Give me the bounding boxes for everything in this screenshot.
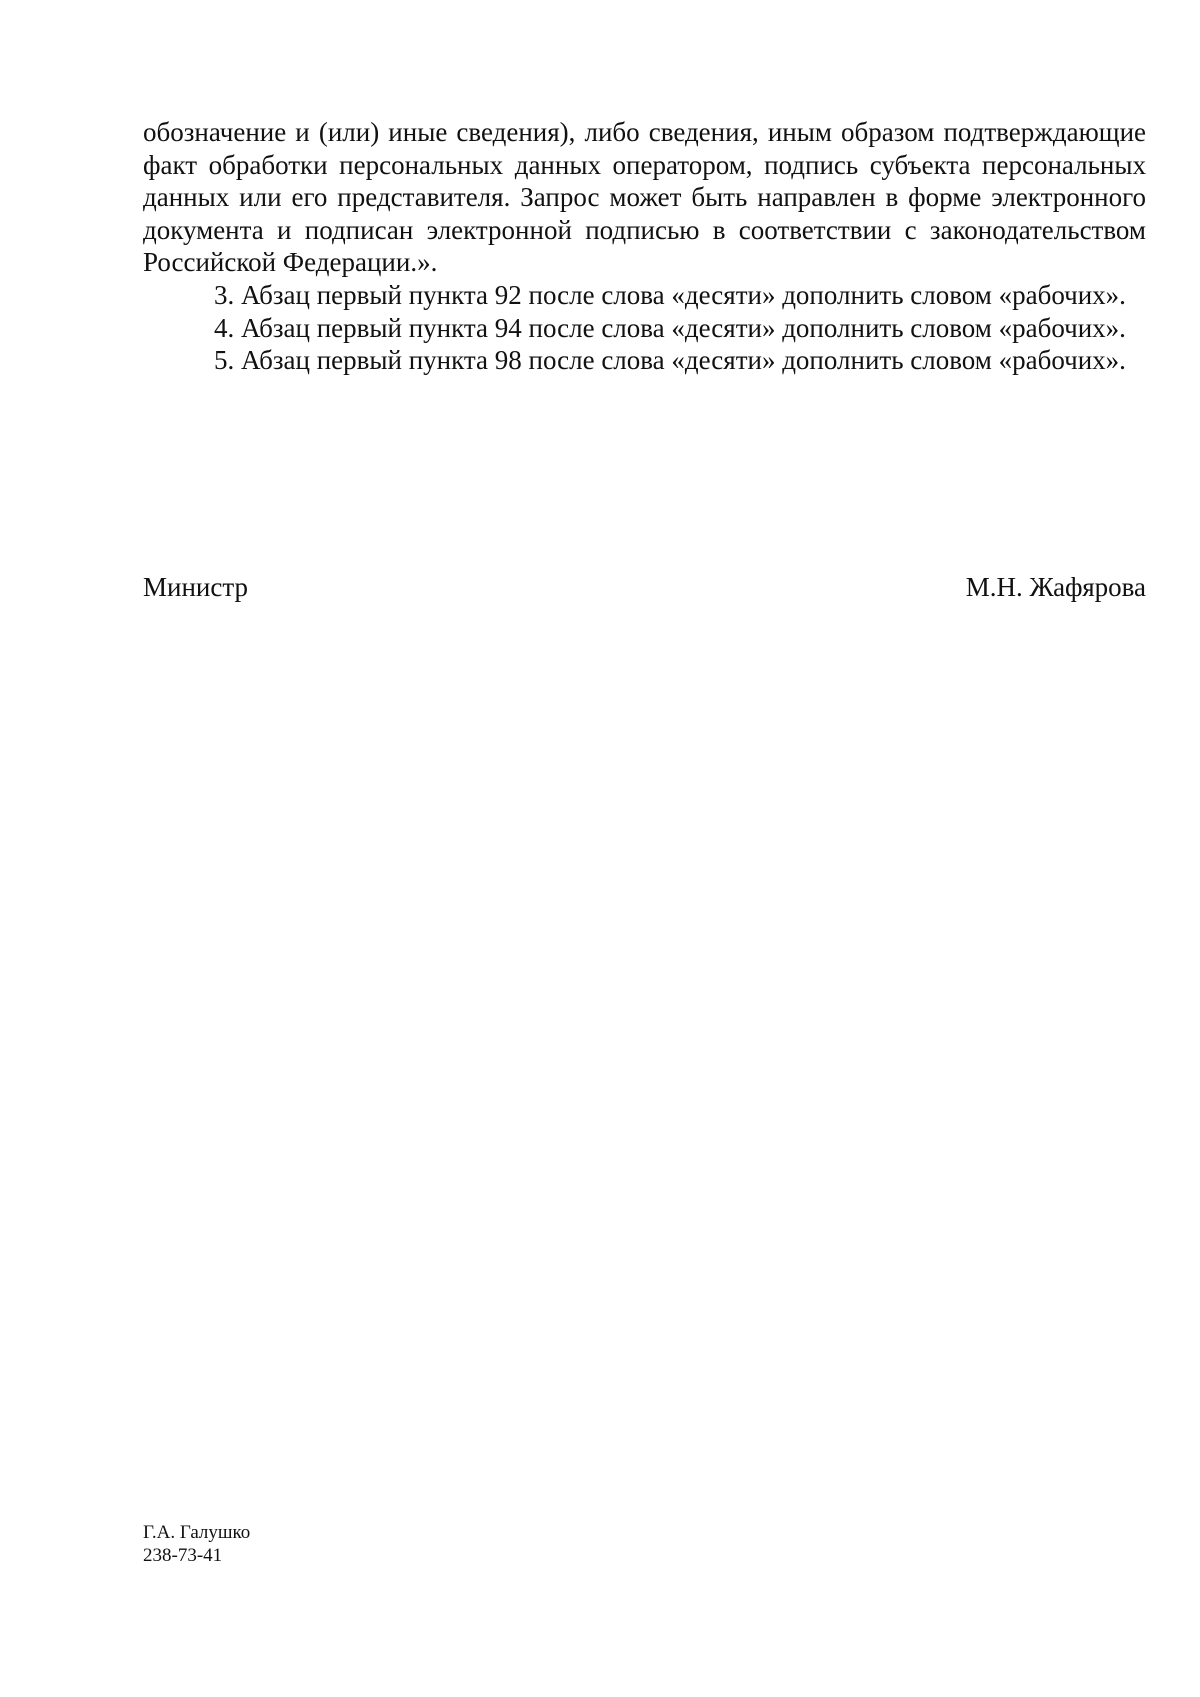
executor-name: Г.А. Галушко <box>143 1522 251 1543</box>
document-body <box>143 116 1146 377</box>
paragraph-item-4: 4. Абзац первый пункта 94 после слова «десяти» дополнить словом «рабочих». <box>214 312 1126 343</box>
paragraph-item-3: 3. Абзац первый пункта 92 после слова «десяти» дополнить словом «рабочих». <box>214 279 1126 310</box>
executor-block <box>143 1521 250 1567</box>
paragraph-continuation: обозначение и (или) иные сведения), либо сведения, иным образом подтверждающие факт обработки персональных данных оператором, подпись субъекта персональных данных или его представителя. Запрос может быть направлен в форме электронного документа и подписан электронной подписью в соответствии с законодательством Российской Федерации.». <box>143 117 1146 278</box>
paragraph-item-5: 5. Абзац первый пункта 98 после слова «десяти» дополнить словом «рабочих». <box>214 345 1126 376</box>
signatory-position: Министр <box>143 572 248 602</box>
executor-phone: 238-73-41 <box>143 1545 223 1566</box>
signatory-name: М.Н. Жафярова <box>965 572 1146 602</box>
signature-block <box>143 571 1146 603</box>
